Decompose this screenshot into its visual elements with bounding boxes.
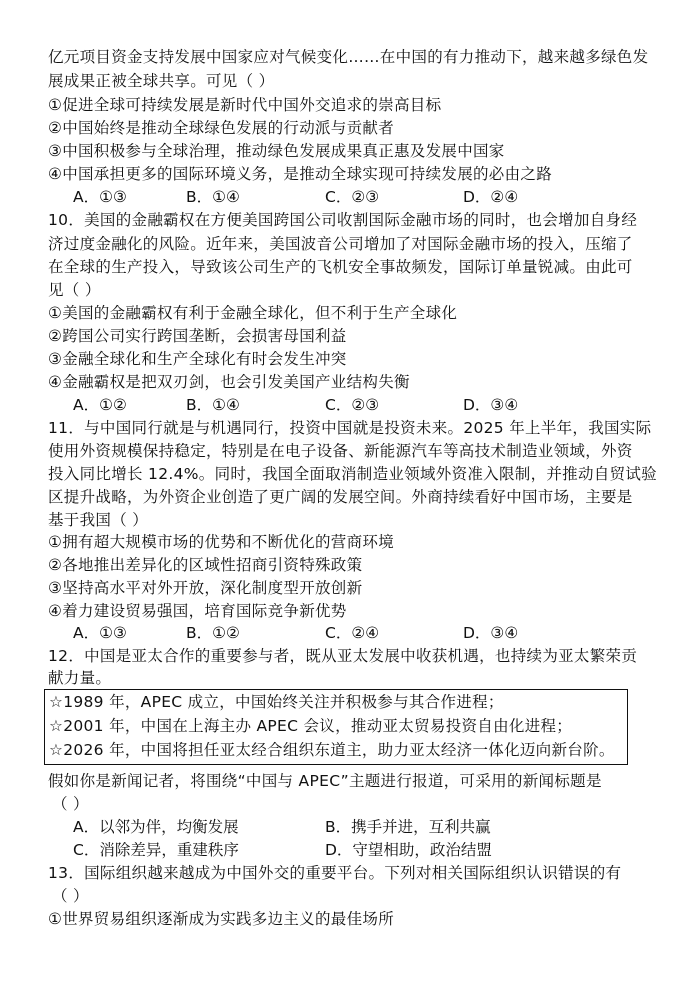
q10-statement-4: ④金融霸权是把双刃剑，也会引发美国产业结构失衡 (48, 373, 410, 391)
q9-statement-4: ④中国承担更多的国际环境义务，是推动全球实现可持续发展的必由之路 (48, 165, 552, 183)
q10-stem-line-1: 10．美国的金融霸权在方便美国跨国公司收割国际金融市场的同时，也会增加自身经 (48, 211, 638, 229)
q9-stem-line-2: 展成果正被全球共享。可见（ ） (48, 72, 275, 90)
q10-option-c[interactable]: C．②③ (325, 396, 380, 414)
q12-question-line-2: （ ） (52, 795, 89, 813)
q12-option-b[interactable]: B．携手并进，互利共赢 (325, 818, 491, 836)
q9-option-b[interactable]: B．①④ (186, 188, 240, 206)
q11-stem-line-3: 投入同比增长 12.4%。同时，我国全面取消制造业领域外资准入限制，并推动自贸试验 (48, 465, 657, 483)
q12-stem-line-1: 12．中国是亚太合作的重要参与者，既从亚太发展中收获机遇，也持续为亚太繁荣贡 (48, 647, 638, 665)
q10-stem-line-3: 在全球的生产投入，导致该公司生产的飞机安全事故频发，国际订单量锐减。由此可 (48, 258, 633, 276)
q10-stem-line-2: 济过度金融化的风险。近年来，美国波音公司增加了对国际金融市场的投入，压缩了 (48, 235, 633, 253)
q11-option-b[interactable]: B．①② (186, 624, 240, 642)
q11-option-c[interactable]: C．②④ (325, 624, 380, 642)
q10-option-a[interactable]: A．①② (73, 396, 127, 414)
q10-statement-1: ①美国的金融霸权有利于金融全球化，但不利于生产全球化 (48, 304, 458, 322)
q11-statement-2: ②各地推出差异化的区域性招商引资特殊政策 (48, 556, 363, 574)
q9-option-c[interactable]: C．②③ (325, 188, 380, 206)
q12-question-line-1: 假如你是新闻记者，将围绕“中国与 APEC”主题进行报道，可采用的新闻标题是 (48, 772, 602, 790)
q9-option-d[interactable]: D．②④ (463, 188, 519, 206)
q12-option-c[interactable]: C．消除差异，重建秩序 (73, 841, 239, 859)
q10-option-d[interactable]: D．③④ (463, 396, 519, 414)
q10-stem-line-4: 见（ ） (48, 281, 101, 299)
q12-stem-line-2: 献力量。 (48, 669, 112, 687)
q13-stem-line-2: （ ） (52, 887, 89, 905)
q11-statement-3: ③坚持高水平对外开放，深化制度型开放创新 (48, 579, 363, 597)
q10-option-b[interactable]: B．①④ (186, 396, 240, 414)
q11-stem-line-4: 区提升战略，为外资企业创造了更广阔的发展空间。外商持续看好中国市场，主要是 (48, 488, 633, 506)
q11-statement-1: ①拥有超大规模市场的优势和不断优化的营商环境 (48, 533, 394, 551)
q10-statement-2: ②跨国公司实行跨国垄断，会损害母国利益 (48, 327, 347, 345)
q12-material-line-3: ☆2026 年，中国将担任亚太经合组织东道主，助力亚太经济一体化迈向新台阶。 (49, 741, 615, 759)
q12-option-a[interactable]: A．以邻为伴，均衡发展 (73, 818, 239, 836)
q11-stem-line-2: 使用外资规模保持稳定，特别是在电子设备、新能源汽车等高技术制造业领域，外资 (48, 442, 633, 460)
q11-option-d[interactable]: D．③④ (463, 624, 519, 642)
q11-statement-4: ④着力建设贸易强国，培育国际竞争新优势 (48, 602, 347, 620)
q9-statement-3: ③中国积极参与全球治理，推动绿色发展成果真正惠及发展中国家 (48, 142, 505, 160)
q12-option-d[interactable]: D．守望相助，政治结盟 (325, 841, 492, 859)
q11-stem-line-1: 11．与中国同行就是与机遇同行，投资中国就是投资未来。2025 年上半年，我国实际 (48, 419, 652, 437)
q9-statement-2: ②中国始终是推动全球绿色发展的行动派与贡献者 (48, 119, 394, 137)
q12-material-line-2: ☆2001 年，中国在上海主办 APEC 会议，推动亚太贸易投资自由化进程； (49, 717, 573, 735)
q11-option-a[interactable]: A．①③ (73, 624, 127, 642)
q9-statement-1: ①促进全球可持续发展是新时代中国外交追求的崇高目标 (48, 96, 442, 114)
q12-material-line-1: ☆1989 年，APEC 成立，中国始终关注并积极参与其合作进程； (49, 693, 504, 711)
q13-stem-line-1: 13．国际组织越来越成为中国外交的重要平台。下列对相关国际组织认识错误的有 (48, 864, 622, 882)
q12-material-box (44, 689, 628, 765)
q9-option-a[interactable]: A．①③ (73, 188, 127, 206)
q9-stem-line-1: 亿元项目资金支持发展中国家应对气候变化……在中国的有力推动下，越来越多绿色发 (48, 48, 649, 66)
q11-stem-line-5: 基于我国（ ） (48, 511, 149, 529)
q10-statement-3: ③金融全球化和生产全球化有时会发生冲突 (48, 350, 347, 368)
q13-statement-1: ①世界贸易组织逐渐成为实践多边主义的最佳场所 (48, 910, 394, 928)
